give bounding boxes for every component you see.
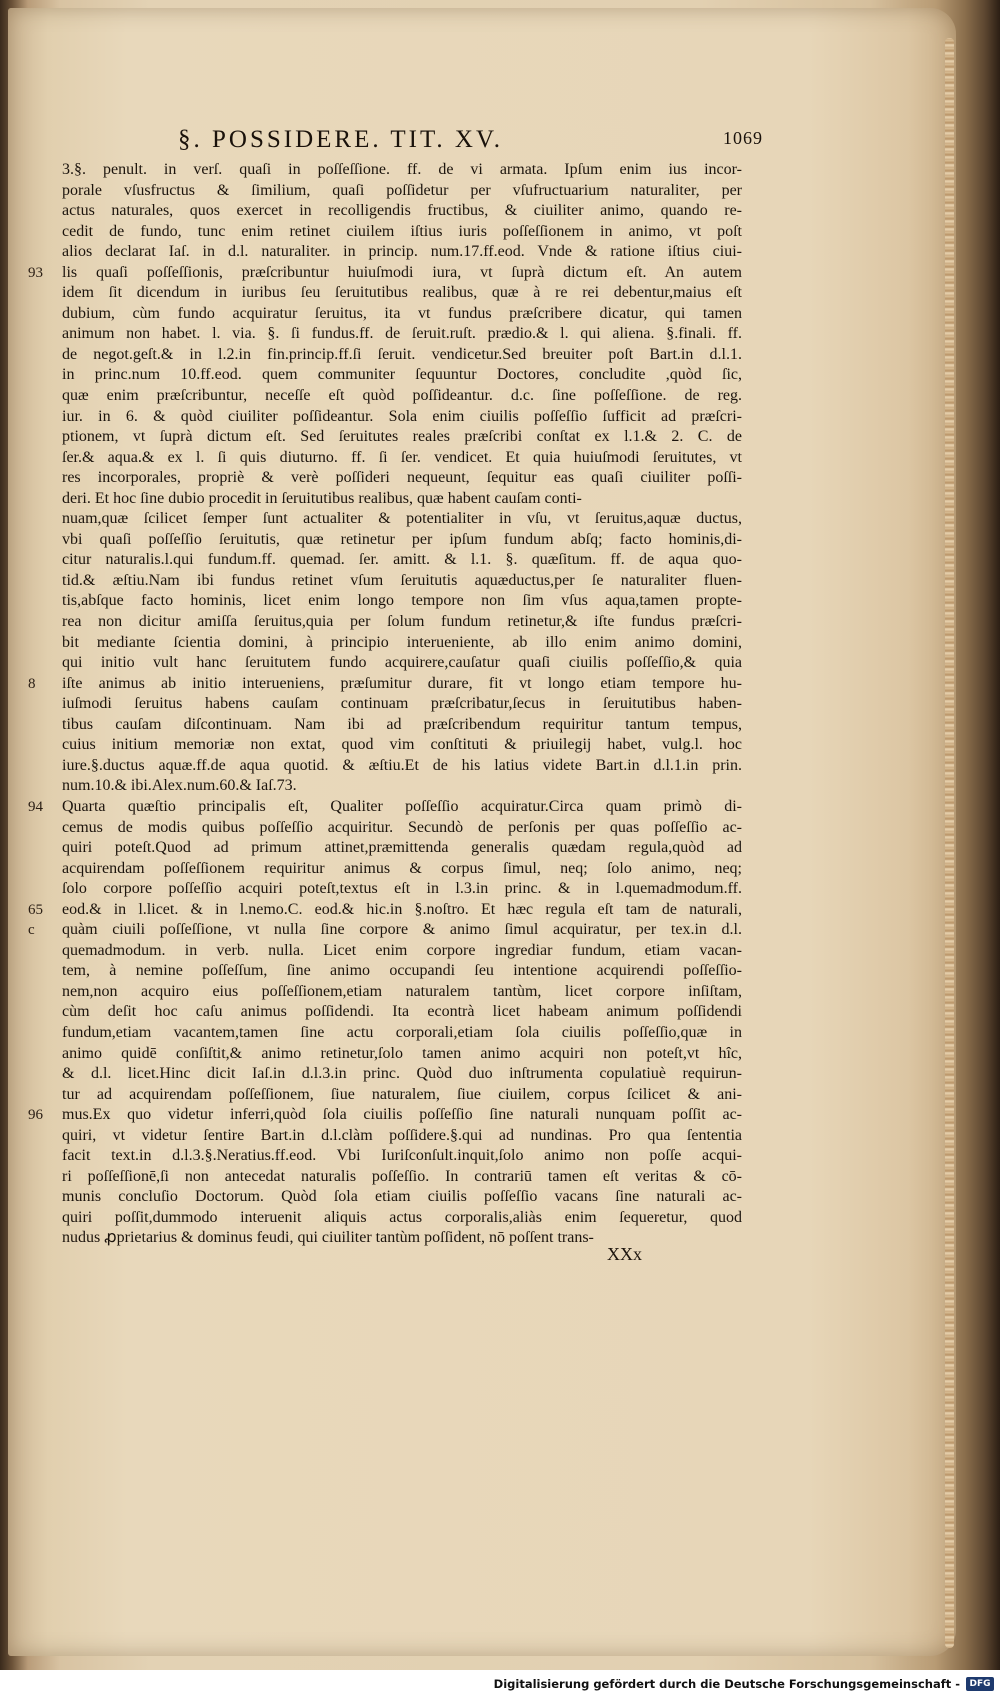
margin-number: 96 xyxy=(28,1107,43,1124)
text-line xyxy=(62,550,742,571)
text-line xyxy=(62,242,742,263)
text-line xyxy=(62,735,742,756)
margin-number: c xyxy=(28,922,35,939)
header-title: §. POSSIDERE. TIT. XV. xyxy=(178,126,504,153)
text-line-content: cùm deſit hoc caſu animus poſſidendi. Ita econtrà licet habeam animum poſſidendi xyxy=(62,1003,742,1021)
text-line xyxy=(62,509,742,530)
text-line-content: animo quidē conſiſtit,& animo retinetur,ſolo tamen animo acquiri non poteſt,vt hîc, xyxy=(62,1044,742,1062)
text-line-content: ſer.& aqua.& ex l. ſi quis diuturno. ff. ſi ſer. vendicet. Et quia huiuſmodi ſeruitutes, vt xyxy=(62,448,742,466)
text-line-content: eod.& in l.licet. & in l.nemo.C. eod.& hic.in §.noſtro. Et hæc regula eſt tam de naturali, xyxy=(62,900,742,918)
text-line xyxy=(62,345,742,366)
text-line-content: ri poſſeſſionē,ſi non antecedat naturalis poſſeſſio. In contrariū tamen eſt veritas & cō- xyxy=(62,1167,742,1185)
text-line xyxy=(62,941,742,962)
text-line-content: nuam,quæ ſcilicet ſemper ſunt actualiter & potentialiter in vſu, vt ſeruitus,aquæ ductus, xyxy=(62,510,742,528)
text-line xyxy=(62,776,742,797)
text-line xyxy=(62,879,742,900)
text-line xyxy=(62,982,742,1003)
text-line-content: iuſmodi ſeruitus habens cauſam continuam præſcribatur,ſecus in ſeruitutibus haben- xyxy=(62,695,742,713)
text-line-content: nem,non acquiro eius poſſeſſionem,etiam naturalem tantùm, licet corpore inſiſtam, xyxy=(62,982,742,1000)
text-line xyxy=(62,1044,742,1065)
text-line xyxy=(62,694,742,715)
text-line-content: mus.Ex quo videtur inferri,quòd ſola ciuilis poſſeſſio ſine naturali nunquam poſſit ac- xyxy=(62,1106,742,1124)
text-line-content: iure.§.ductus aquæ.ff.de aqua quotid. & æſtiu.Et de his latius videte Bart.in d.l.1.in prin. xyxy=(62,756,742,774)
text-line xyxy=(62,1146,742,1167)
text-line xyxy=(62,1064,742,1085)
text-line xyxy=(62,633,742,654)
text-line-content: facit text.in d.l.3.§.Neratius.ff.eod. Vbi Iuriſconſult.inquit,ſolo animo non poſſe acqui- xyxy=(62,1147,742,1165)
text-line-content: idem ſit dicendum in iuribus ſeu ſeruitutibus realibus, quæ à re rei debentur,maius eſt xyxy=(62,284,742,302)
text-line xyxy=(62,201,742,222)
text-line-content: res incorporales, propriè & verè poſſideri nequeunt, ſequitur eas quaſi ciuiliter poſſi- xyxy=(62,469,742,487)
funding-credit: Digitalisierung gefördert durch die Deutsche Forschungsgemeinschaft - xyxy=(493,1677,960,1691)
text-line-content: bit mediante ſcientia domini, à principio interueniente, ab illo enim animo domini, xyxy=(62,633,742,651)
text-line xyxy=(62,304,742,325)
text-line-content: quàm ciuili poſſeſſione, vt nulla ſine corpore & animo ſimul acquiratur, per tex.in d.l. xyxy=(62,921,742,939)
text-line-content: tid.& æſtiu.Nam ibi fundus retinet vſum ſeruitutis aquæductus,per ſe naturaliter fluen- xyxy=(62,571,742,589)
text-line xyxy=(28,797,742,818)
text-line xyxy=(28,1105,742,1126)
text-line xyxy=(62,838,742,859)
text-line xyxy=(62,1208,742,1229)
text-line xyxy=(28,263,742,284)
text-line xyxy=(62,961,742,982)
text-line xyxy=(62,448,742,469)
text-line xyxy=(62,756,742,777)
text-line xyxy=(62,1023,742,1044)
text-line xyxy=(62,386,742,407)
margin-number: 94 xyxy=(28,798,43,815)
text-line xyxy=(62,489,742,510)
dfg-logo: DFG xyxy=(966,1677,994,1691)
text-line-content: actus naturales, quos exercet in recolligendis fructibus, & ciuiliter animo, quando re- xyxy=(62,202,742,220)
text-line-content: porale vſusfructus & ſimilium, quaſi poſſidetur per vſufructuarium naturaliter, per xyxy=(62,181,742,199)
text-line xyxy=(62,181,742,202)
page-edge-right xyxy=(945,38,954,1648)
text-line-content: tibus cauſam diſcontinuam. Nam ibi ad præſcribendum requiritur tantum tempus, xyxy=(62,715,742,733)
text-line-content: ptionem, vt ſuprà dictum eſt. Sed ſeruitutes reales præſcribi conſtat ex l.1.& 2. C. de xyxy=(62,428,742,446)
text-line-content: quiri poteſt.Quod ad primum attinet,præmittenda generalis quædam regula,quòd ad xyxy=(62,839,742,857)
text-line-content: animum non habet. l. via. §. ſi fundus.ff. de ſeruit.ruſt. prædio.& l. qui aliena. §.finali. ff. xyxy=(62,325,742,343)
text-line-content: lis quaſi poſſeſſionis, præſcribuntur huiuſmodi iura, vt ſuprà dictum eſt. An autem xyxy=(62,263,742,281)
text-line xyxy=(62,1085,742,1106)
text-line-content: vbi quaſi poſſeſſio ſeruitutis, quæ retinetur per ipſum fundum abſq; facto hominis,di- xyxy=(62,530,742,548)
text-line-content: nudus ꝓprietarius & dominus feudi, qui ciuiliter tantùm poſſident, nō poſſent trans- xyxy=(62,1229,594,1247)
text-line-content: quæ enim præſcribuntur, neceſſe eſt quòd poſſideantur. d.c. ſine poſſeſſione. de reg. xyxy=(62,387,742,405)
text-line-content: de negot.geſt.& in l.2.in fin.princip.ff.ſi ſeruit. vendicetur.Sed breuiter poſt Bart.in d.l.1. xyxy=(62,345,742,363)
text-line-content: cedit de fundo, tunc enim retinet ciuilem iſtius iuris poſſeſſionem in animo, vt poſt xyxy=(62,222,742,240)
text-line-content: num.10.& ibi.Alex.num.60.& Iaſ.73. xyxy=(62,777,297,795)
text-line xyxy=(62,653,742,674)
text-line xyxy=(62,1167,742,1188)
text-line xyxy=(62,818,742,839)
text-line-content: in princ.num 10.ff.eod. quem communiter ſequuntur Doctores, concludite ,quòd ſic, xyxy=(62,366,742,384)
text-line-content: deri. Et hoc ſine dubio procedit in ſeruitutibus realibus, quæ habent cauſam conti- xyxy=(62,489,582,507)
text-line xyxy=(28,900,742,921)
text-line-content: tis,abſque facto hominis, licet enim longo tempore non ſim vſus aqua,tamen propte- xyxy=(62,592,742,610)
text-line xyxy=(62,1187,742,1208)
text-line xyxy=(62,571,742,592)
body-text xyxy=(28,160,742,1249)
running-header xyxy=(178,126,763,156)
text-line-content: 3.§. penult. in verſ. quaſi in poſſeſſione. ff. de vi armata. Ipſum enim ius incor- xyxy=(62,161,742,178)
text-line xyxy=(62,591,742,612)
text-line xyxy=(62,1002,742,1023)
margin-number: 8 xyxy=(28,675,36,692)
text-line-content: dubium, cùm fundo acquiratur ſeruitus, ita vt fundus præſcribere dicatur, qui tamen xyxy=(62,304,742,322)
text-line xyxy=(62,1126,742,1147)
page-number: 1069 xyxy=(723,128,763,148)
text-line xyxy=(62,859,742,880)
text-line-content: qui initio vult hanc ſeruitutem fundo acquirere,cauſatur quaſi ciuilis poſſeſſio,& quia xyxy=(62,654,742,672)
text-line xyxy=(62,222,742,243)
text-line-content: acquirendam poſſeſſionem requiritur animus & corpus ſimul, neq; ſolo animo, neq; xyxy=(62,859,742,877)
text-line-content: Quarta quæſtio principalis eſt, Qualiter poſſeſſio acquiratur.Circa quam primò di- xyxy=(62,797,742,815)
text-line-content: quiri, vt videtur ſentire Bart.in d.l.clàm poſſidere.§.qui ad nundinas. Pro qua ſententia xyxy=(62,1126,742,1144)
text-line xyxy=(62,365,742,386)
text-line-content: ſolo corpore poſſeſſio acquiri poteſt,textus eſt in l.3.in princ. & in l.quemadmodum.ff. xyxy=(62,880,742,898)
text-line-content: quiri poſſit,dummodo interuenit aliquis actus corporalis,aliàs enim ſequeretur, quod xyxy=(62,1208,742,1226)
text-line-content: quemadmodum. in verb. nulla. Licet enim corpore ingrediar fundum, etiam vacan- xyxy=(62,941,742,959)
margin-number: 93 xyxy=(28,264,43,281)
text-line xyxy=(28,920,742,941)
text-line xyxy=(62,427,742,448)
text-line-content: fundum,etiam vacantem,tamen ſine actu corporali,etiam ſola ciuilis poſſeſſio,quæ in xyxy=(62,1023,742,1041)
text-line-content: citur naturalis.l.qui fundum.ff. quemad. ſer. amitt. & l.1. §. quæſitum. ff. de aqua quo- xyxy=(62,551,742,569)
text-line xyxy=(62,468,742,489)
text-line xyxy=(62,715,742,736)
text-line xyxy=(62,160,742,181)
text-line-content: iur. in 6. & quòd ciuiliter poſſideantur. Sola enim ciuilis poſſeſſio ſufficit ad præſcri- xyxy=(62,407,742,425)
text-line-content: tur ad acquirendam poſſeſſionem, ſiue naturalem, ſiue ciuilem, corpus ſcilicet & ani- xyxy=(62,1085,742,1103)
text-line-content: rea non dicitur amiſſa ſeruitus,quia per ſolum fundum retinetur,& iſte fundus præſcri- xyxy=(62,613,742,631)
text-line xyxy=(62,283,742,304)
text-line xyxy=(62,407,742,428)
catchword: XXx xyxy=(607,1244,642,1264)
text-line-content: cuius initium memoriæ non extat, quod vim conſtituti & priuilegij habet, vulg.l. hoc xyxy=(62,736,742,754)
text-line xyxy=(62,612,742,633)
text-line xyxy=(62,530,742,551)
text-line xyxy=(62,324,742,345)
text-line-content: & d.l. licet.Hinc dicit Iaſ.in d.l.3.in princ. Quòd duo inſtrumenta copulatiuè requirun- xyxy=(62,1065,742,1083)
margin-number: 65 xyxy=(28,901,43,918)
text-line xyxy=(28,674,742,695)
footer-bar xyxy=(0,1674,1000,1696)
text-line-content: alios declarat Iaſ. in d.l. naturaliter. in princip. num.17.ff.eod. Vnde & ratione iſtius ciui- xyxy=(62,243,742,261)
text-line-content: iſte animus ab initio interueniens, præſumitur durare, fit vt longo etiam tempore hu- xyxy=(62,674,742,692)
text-line-content: cemus de modis quibus poſſeſſio acquiritur. Secundò de perſonis per quas poſſeſſio ac- xyxy=(62,818,742,836)
text-line-content: tem, à nemine poſſeſſum, ſine animo occupandi ſeu intentione acquirendi poſſeſſio- xyxy=(62,962,742,980)
text-line-content: munis concluſio Doctorum. Quòd ſola etiam ciuilis poſſeſſio vacans ſine naturali ac- xyxy=(62,1188,742,1206)
